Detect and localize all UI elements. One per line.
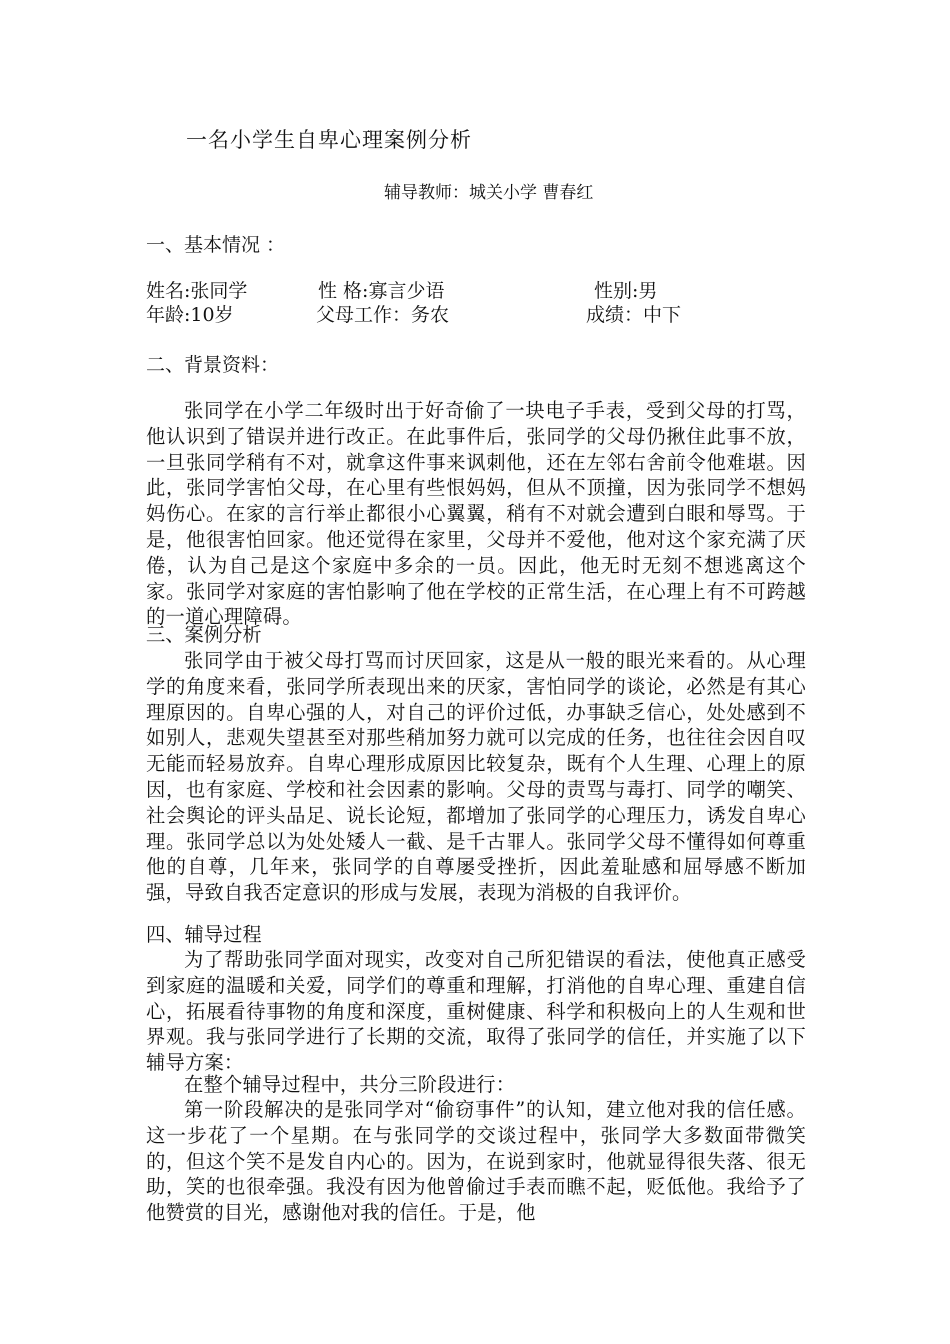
info-grades: 成绩：中下 xyxy=(586,304,682,326)
counseling-paragraph-3: 第一阶段解决的是张同学对“偷窃事件”的认知，建立他对我的信任感。这一步花了一个星期。在与张同学的交谈过程中，张同学大多数面带微笑的，但这个笑不是发自内心的。因为，在说到家时，他就显得很失落、很无助，笑的也很牵强。我没有因为他曾偷过手表而瞧不起，贬低他。我给予了他赞赏的目光，感谢他对我的信任。于是，他 xyxy=(146,1098,806,1225)
section-heading-counseling-process: 四、辅导过程 xyxy=(146,923,262,946)
case-analysis-paragraph: 张同学由于被父母打骂而讨厌回家，这是从一般的眼光来看的。从心理学的角度来看，张同学所表现出来的厌家，害怕同学的谈论，必然是有其心理原因的。自卑心强的人，对自己的评价过低，办事缺乏信心，处处感到不如别人，悲观失望甚至对那些稍加努力就可以完成的任务，也往往会因自叹无能而轻易放弃。自卑心理形成原因比较复杂，既有个人生理、心理上的原因，也有家庭、学校和社会因素的影响。父母的责骂与毒打、同学的嘲笑、社会舆论的评头品足、说长论短，都增加了张同学的心理压力，诱发自卑心理。张同学总以为处处矮人一截、是千古罪人。张同学父母不懂得如何尊重他的自尊，几年来，张同学的自尊屡受挫折，因此羞耻感和屈辱感不断加强，导致自我否定意识的形成与发展，表现为消极的自我评价。 xyxy=(146,649,806,905)
info-personality: 性 格:寡言少语 xyxy=(318,280,445,302)
background-paragraph: 张同学在小学二年级时出于好奇偷了一块电子手表，受到父母的打骂，他认识到了错误并进行改正。在此事件后，张同学的父母仍揪住此事不放，一旦张同学稍有不对，就拿这件事来讽刺他，还在左邻右舍前令他难堪。因此，张同学害怕父母，在心里有些恨妈妈，但从不顶撞，因为张同学不想妈妈伤心。在家的言行举止都很小心翼翼，稍有不对就会遭到白眼和辱骂。于是，他很害怕回家。他还觉得在家里，父母并不爱他，他对这个家充满了厌倦，认为自己是这个家庭中多余的一员。因此，他无时无刻不想逃离这个家。张同学对家庭的害怕影响了他在学校的正常生活，在心理上有不可跨越的一道心理障碍。 xyxy=(146,399,806,629)
info-gender: 性别:男 xyxy=(594,280,658,302)
document-title: 一名小学生自卑心理案例分析 xyxy=(186,128,472,152)
section-heading-case-analysis: 三、案例分析 xyxy=(146,623,262,646)
counseling-paragraph-1: 为了帮助张同学面对现实，改变对自己所犯错误的看法，使他真正感受到家庭的温暖和关爱，同学们的尊重和理解，打消他的自卑心理、重建自信心，拓展看待事物的角度和深度，重树健康、科学和积极向上的人生观和世界观。我与张同学进行了长期的交流，取得了张同学的信任，并实施了以下辅导方案： xyxy=(146,948,806,1075)
info-parents-job: 父母工作：务农 xyxy=(316,304,450,326)
counseling-paragraph-2: 在整个辅导过程中，共分三阶段进行： xyxy=(184,1073,516,1096)
section-heading-background: 二、背景资料： xyxy=(146,354,280,376)
document-subtitle: 辅导教师：城关小学 曹春红 xyxy=(384,183,594,203)
section-heading-basic-info: 一、基本情况 ： xyxy=(146,234,286,256)
info-age: 年龄:10岁 xyxy=(146,304,234,326)
info-name: 姓名:张同学 xyxy=(146,280,248,302)
